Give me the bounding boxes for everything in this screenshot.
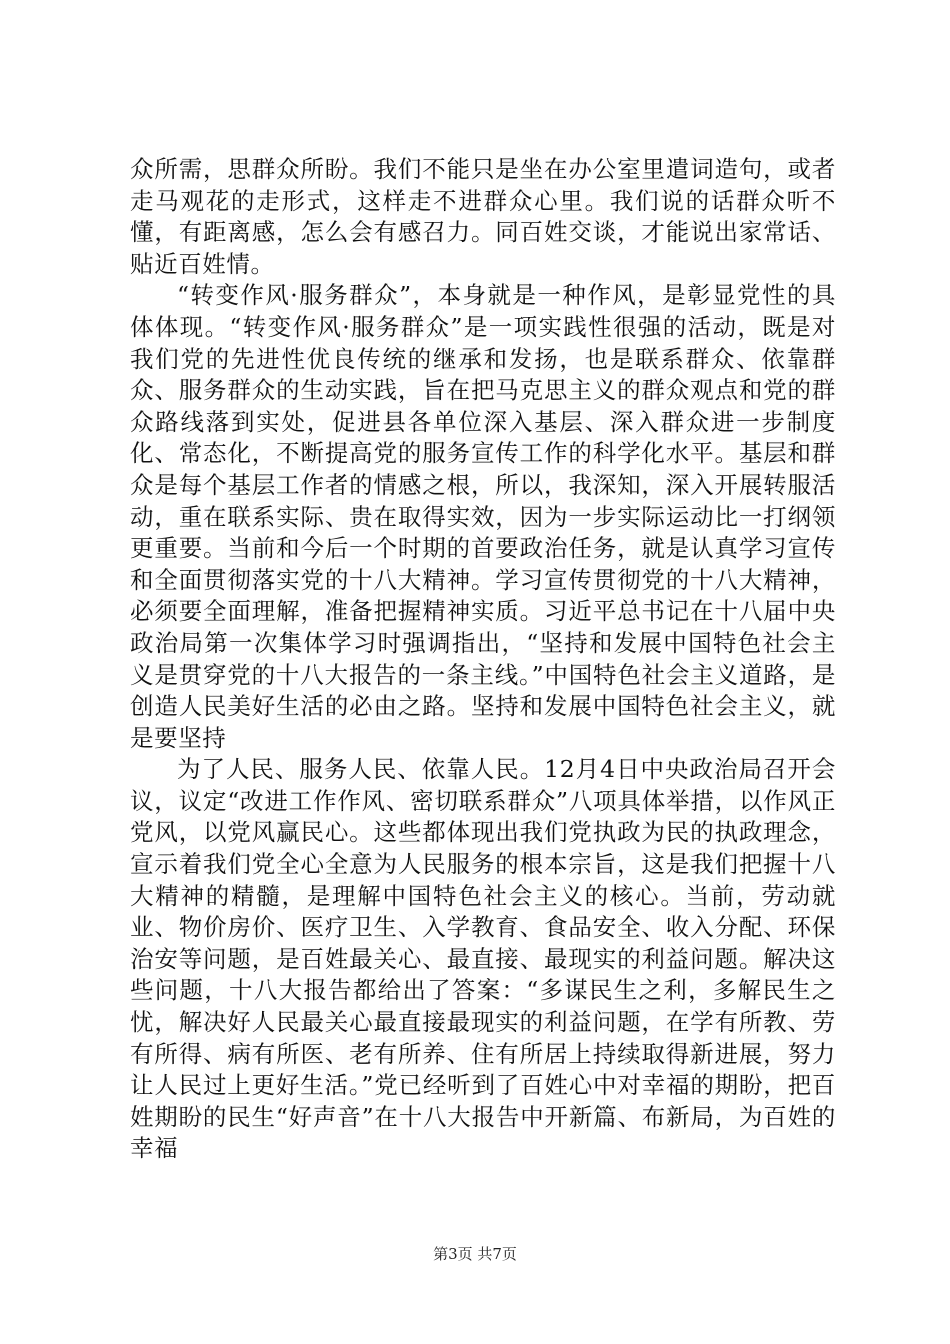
- paragraph-3: 为了人民、服务人民、依靠人民。12月4日中央政治局召开会议，议定“改进工作作风、密切联系群众”八项具体举措，以作风正党风，以党风赢民心。这些都体现出我们党执政为民的执政理念，宣示着我们党全心全意为人民服务的根本宗旨，这是我们把握十八大精神的精髓，是理解中国特色社会主义的核心。当前，劳动就业、物价房价、医疗卫生、入学教育、食品安全、收入分配、环保治安等问题，是百姓最关心、最直接、最现实的利益问题。解决这些问题，十八大报告都给出了答案：“多谋民生之利，多解民生之忧，解决好人民最关心最直接最现实的利益问题，在学有所教、劳有所得、病有所医、老有所养、住有所居上持续取得新进展，努力让人民过上更好生活。”党已经听到了百姓心中对幸福的期盼，把百姓期盼的民生“好声音”在十八大报告中开新篇、布新局，为百姓的幸福: [130, 755, 836, 1163]
- page-footer: 第3页 共7页: [433, 1245, 517, 1263]
- paragraph-2: “转变作风·服务群众”，本身就是一种作风，是彰显党性的具体体现。“转变作风·服务群众”是一项实践性很强的活动，既是对我们党的先进性优良传统的继承和发扬，也是联系群众、依靠群众、服务群众的生动实践，旨在把马克思主义的群众观点和党的群众路线落到实处，促进县各单位深入基层、深入群众进一步制度化、常态化，不断提高党的服务宣传工作的科学化水平。基层和群众是每个基层工作者的情感之根，所以，我深知，深入开展转服活动，重在联系实际、贵在取得实效，因为一步实际运动比一打纲领更重要。当前和今后一个时期的首要政治任务，就是认真学习宣传和全面贯彻落实党的十八大精神。学习宣传贯彻党的十八大精神，必须要全面理解，准备把握精神实质。习近平总书记在十八届中央政治局第一次集体学习时强调指出，“坚持和发展中国特色社会主义是贯穿党的十八大报告的一条主线。”中国特色社会主义道路，是创造人民美好生活的必由之路。坚持和发展中国特色社会主义，就是要坚持: [130, 281, 836, 752]
- paragraph-1: 众所需，思群众所盼。我们不能只是坐在办公室里遣词造句，或者走马观花的走形式，这样走不进群众心里。我们说的话群众听不懂，有距离感，怎么会有感召力。同百姓交谈，才能说出家常话、贴近百姓情。: [130, 155, 836, 278]
- document-body: [130, 154, 836, 1165]
